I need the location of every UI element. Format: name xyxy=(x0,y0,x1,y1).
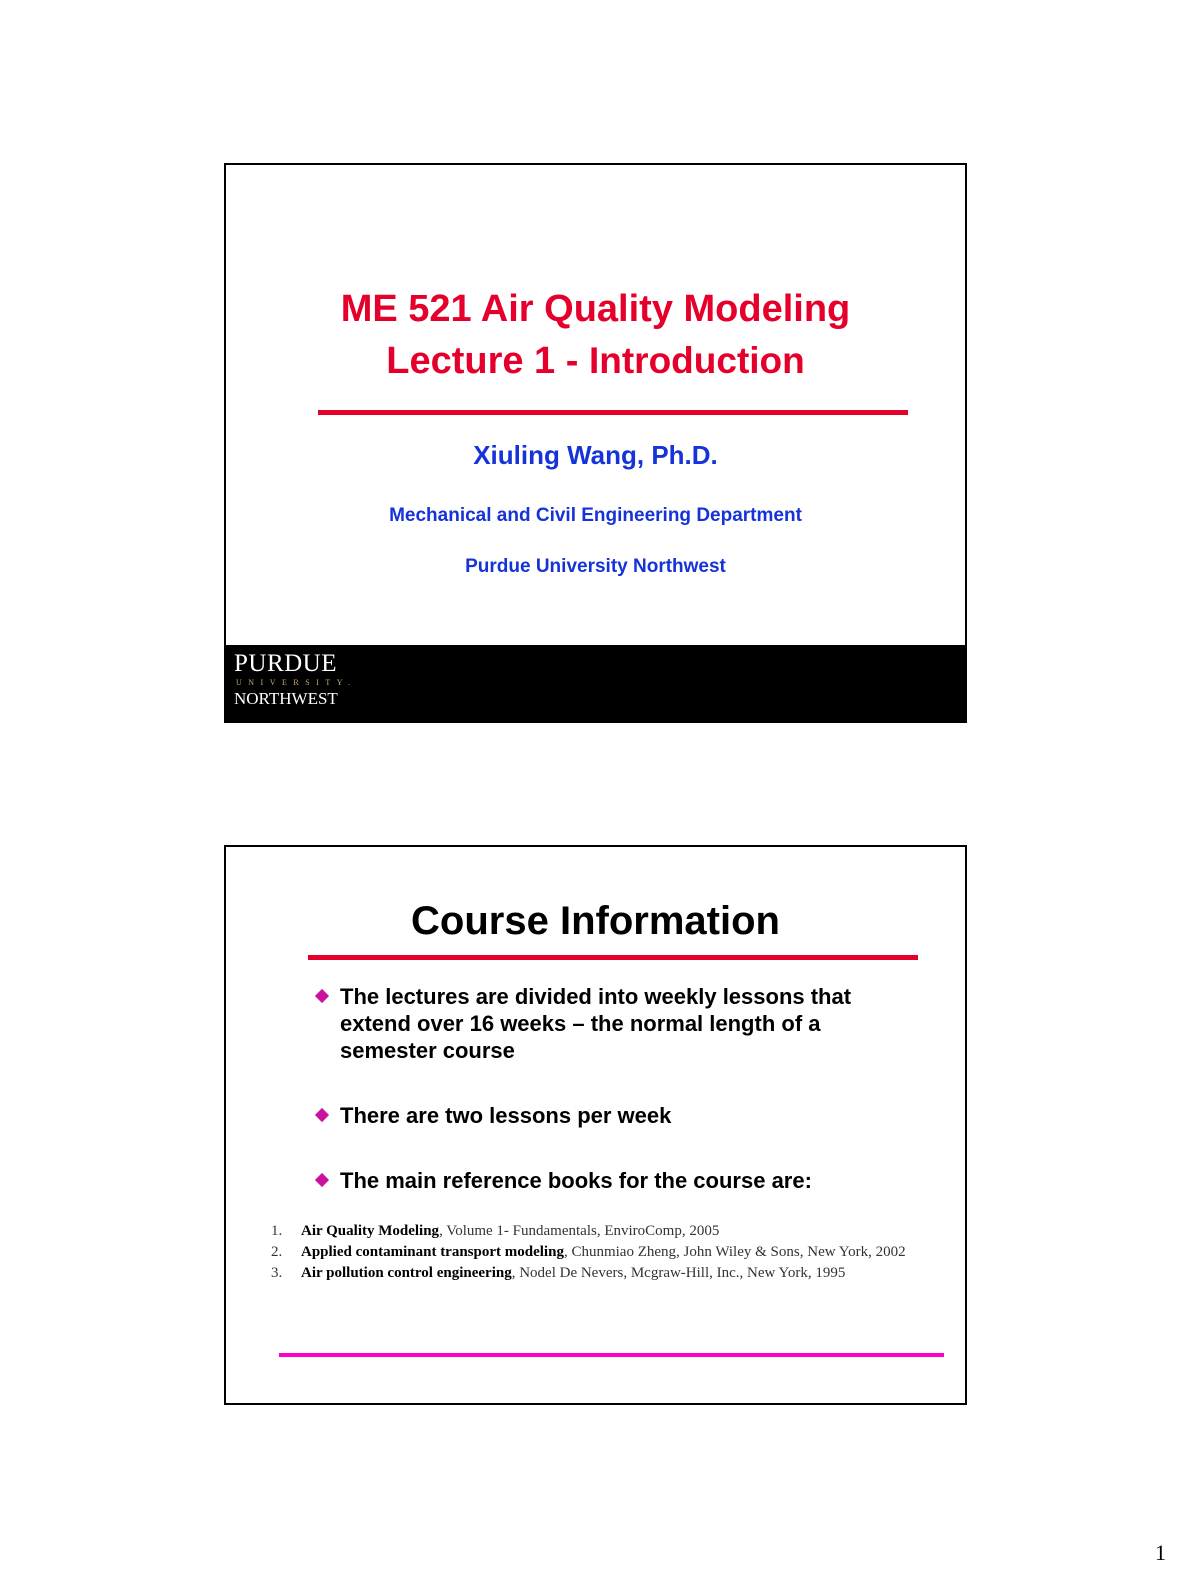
lecture-title xyxy=(226,283,965,387)
bullet-text: The lectures are divided into weekly lessons that extend over 16 weeks – the normal length of a semester course xyxy=(340,984,852,1063)
course-info-slide xyxy=(224,845,967,1405)
footer-bar xyxy=(226,645,965,721)
lecture-topic: Introduction xyxy=(588,340,805,381)
author-name: Xiuling Wang, Ph.D. xyxy=(473,440,718,470)
logo-top-text: PURDUE xyxy=(234,650,338,677)
reference-item xyxy=(271,1221,941,1242)
lecture-number: Lecture 1 - xyxy=(386,340,589,382)
logo-bottom-text: NORTHWEST xyxy=(234,689,338,708)
lecture-subtitle xyxy=(226,335,965,387)
reference-number: 1. xyxy=(271,1223,283,1239)
reference-title: Air Quality Modeling xyxy=(301,1223,440,1239)
logo-middle-text: UNIVERSITY. xyxy=(236,678,357,687)
reference-details: , Volume 1- Fundamentals, EnviroComp, 2005 xyxy=(439,1223,720,1239)
bottom-divider xyxy=(279,1353,944,1357)
slide-title: Course Information xyxy=(411,899,780,943)
bullet-list xyxy=(314,983,914,1232)
reference-details: , Nodel De Nevers, Mcgraw-Hill, Inc., New York, 1995 xyxy=(511,1265,846,1281)
reference-item xyxy=(271,1263,941,1284)
course-title: ME 521 Air Quality Modeling xyxy=(340,288,851,330)
diamond-bullet-icon xyxy=(315,1108,329,1122)
diamond-bullet-icon xyxy=(315,1173,329,1187)
department-name: Mechanical and Civil Engineering Department xyxy=(389,505,802,526)
page-number: 1 xyxy=(1155,1540,1166,1565)
reference-title: Air pollution control engineering xyxy=(301,1265,512,1281)
diamond-bullet-icon xyxy=(315,989,329,1003)
university-name: Purdue University Northwest xyxy=(465,556,726,577)
bullet-text: The main reference books for the course are: xyxy=(340,1168,812,1193)
bullet-item xyxy=(314,983,914,1064)
bullet-text: There are two lessons per week xyxy=(340,1103,672,1128)
reference-list xyxy=(271,1221,941,1284)
title-slide xyxy=(224,163,967,723)
title-divider xyxy=(308,955,918,960)
bullet-item xyxy=(314,1102,914,1129)
bullet-item xyxy=(314,1167,914,1194)
title-divider xyxy=(318,410,908,415)
reference-details: , Chunmiao Zheng, John Wiley & Sons, New York, 2002 xyxy=(563,1244,906,1260)
reference-item xyxy=(271,1242,941,1263)
reference-number: 2. xyxy=(271,1244,283,1260)
purdue-northwest-logo xyxy=(234,650,357,709)
reference-number: 3. xyxy=(271,1265,283,1281)
reference-title: Applied contaminant transport modeling xyxy=(301,1244,564,1260)
